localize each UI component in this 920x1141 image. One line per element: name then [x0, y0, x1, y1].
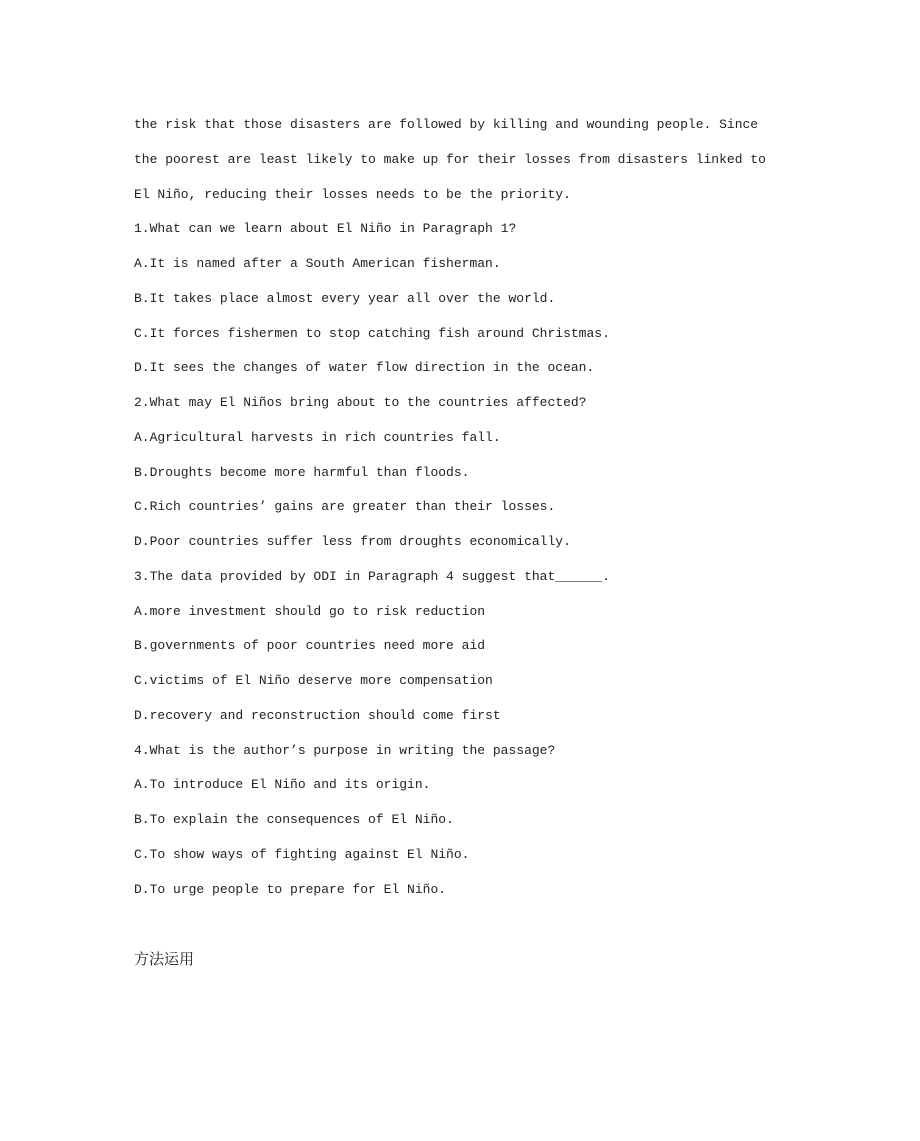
spacer — [134, 907, 834, 942]
option-a: A.more investment should go to risk reduction — [134, 603, 486, 619]
question-stem: 3.The data provided by ODI in Paragraph 4 suggest that______. — [134, 568, 610, 584]
option-b: B.governments of poor countries need more aid — [134, 638, 486, 654]
option-d: D.recovery and reconstruction should come first — [134, 707, 501, 723]
passage-line: the risk that those disasters are followed by killing and wounding people. Since — [134, 117, 759, 132]
passage-line: El Niño, reducing their losses needs to be the priority. — [134, 186, 571, 202]
passage-text — [134, 108, 834, 212]
option-d: D.Poor countries suffer less from droughts economically. — [134, 534, 571, 549]
section-heading: 方法运用 — [134, 950, 195, 968]
option-c: C.Rich countries’ gains are greater than their losses. — [134, 499, 556, 515]
question-stem: 4.What is the author’s purpose in writing the passage? — [134, 742, 556, 758]
question-stem: 1.What can we learn about El Niño in Paragraph 1? — [134, 221, 517, 237]
option-d: D.It sees the changes of water flow direction in the ocean. — [134, 360, 595, 376]
option-b: B.It takes place almost every year all over the world. — [134, 290, 556, 306]
question-stem: 2.What may El Niños bring about to the countries affected? — [134, 395, 587, 410]
option-b: B.To explain the consequences of El Niño. — [134, 812, 454, 827]
question-4 — [134, 734, 834, 908]
option-c: C.To show ways of fighting against El Niño. — [134, 846, 470, 862]
option-a: A.Agricultural harvests in rich countries fall. — [134, 429, 501, 445]
option-c: C.victims of El Niño deserve more compensation — [134, 673, 493, 688]
question-2 — [134, 386, 834, 560]
option-c: C.It forces fishermen to stop catching fish around Christmas. — [134, 325, 610, 341]
option-a: A.It is named after a South American fisherman. — [134, 256, 501, 271]
option-b: B.Droughts become more harmful than floods. — [134, 464, 470, 480]
option-d: D.To urge people to prepare for El Niño. — [134, 881, 447, 897]
option-a: A.To introduce El Niño and its origin. — [134, 777, 431, 793]
document-page — [134, 108, 834, 977]
passage-line: the poorest are least likely to make up for their losses from disasters linked to — [134, 151, 766, 167]
question-3 — [134, 560, 834, 734]
question-1 — [134, 212, 834, 386]
